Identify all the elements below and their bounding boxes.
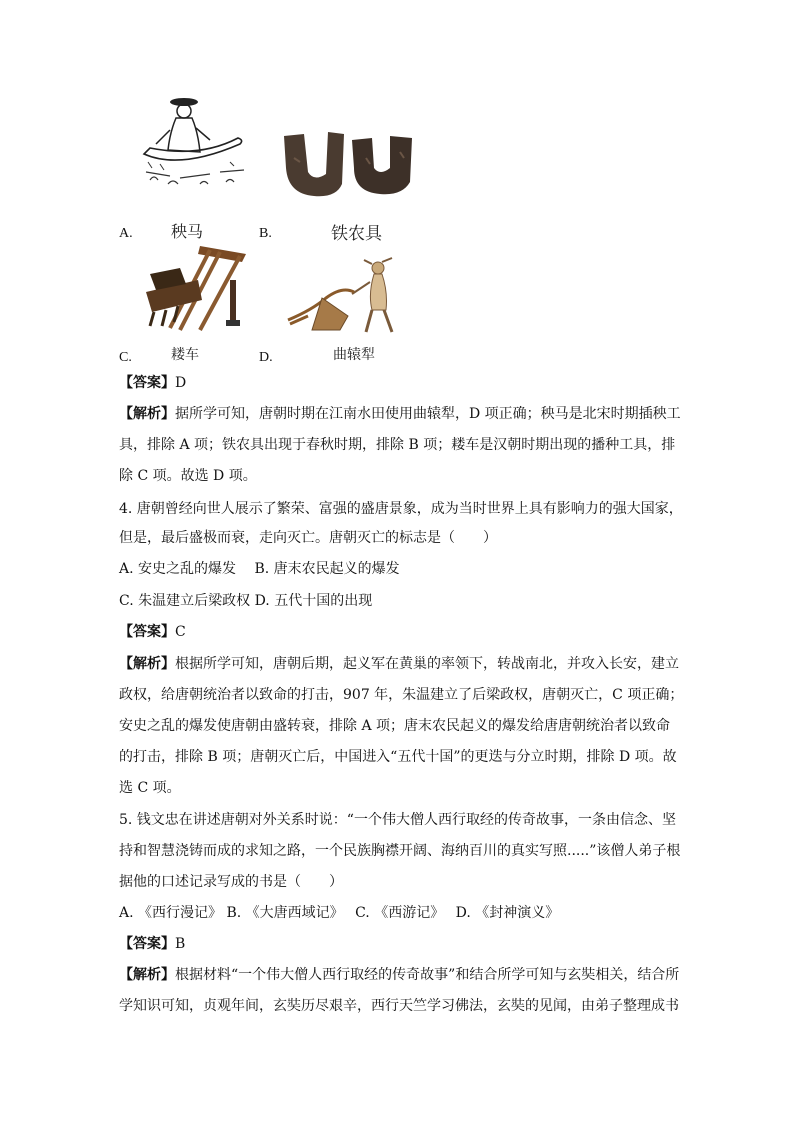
- q4-answer: [119, 622, 186, 642]
- q3-answer: [119, 373, 186, 393]
- q4-analysis-line-4: 的打击，排除 B 项；唐朝灭亡后，中国进入“五代十国”的更迭与分立时期，排除 D 项。故: [119, 749, 677, 765]
- q4-options-ab: A. 安史之乱的爆发 B. 唐末农民起义的爆发: [119, 561, 400, 577]
- q4-stem-line-1: 4. 唐朝曾经向世人展示了繁荣、富强的盛唐景象，成为当时世界上具有影响力的强大国家，: [119, 501, 683, 517]
- yangma-illustration: [140, 92, 250, 192]
- option-b-image: [280, 128, 418, 200]
- answer-tag: 【答案】: [119, 375, 175, 391]
- option-d-image: [282, 258, 408, 336]
- answer-value: C: [175, 624, 186, 640]
- option-d-caption: 曲辕犁: [333, 347, 375, 363]
- quyuanli-illustration: [282, 258, 408, 336]
- analysis-tag: 【解析】: [119, 656, 175, 672]
- answer-value: B: [175, 936, 186, 952]
- q5-stem-line-2: 持和智慧浇铸而成的求知之路，一个民族胸襟开阔、海纳百川的真实写照.....”该僧人弟子根: [119, 843, 681, 859]
- option-a-caption: 秧马: [171, 222, 204, 241]
- analysis-tag: 【解析】: [119, 967, 175, 983]
- q4-analysis-line-3: 安史之乱的爆发使唐朝由盛转衰，排除 A 项；唐末农民起义的爆发给唐唐朝统治者以致命: [119, 718, 671, 734]
- q4-analysis-line-5: 选 C 项。: [119, 780, 181, 796]
- option-b-letter: B.: [259, 226, 272, 241]
- answer-value: D: [175, 375, 187, 391]
- q3-analysis-line-2: 具，排除 A 项；铁农具出现于春秋时期，排除 B 项；耧车是汉朝时期出现的播种工具，排: [119, 437, 676, 453]
- q5-options: A. 《西行漫记》 B. 《大唐西域记》 C. 《西游记》 D. 《封神演义》: [119, 905, 560, 921]
- answer-tag: 【答案】: [119, 624, 175, 640]
- q4-stem-line-2: 但是，最后盛极而衰，走向灭亡。唐朝灭亡的标志是（ ）: [119, 530, 497, 546]
- q5-analysis-line-2: 学知识可知，贞观年间，玄奘历尽艰辛，西行天竺学习佛法，玄奘的见闻，由弟子整理成书: [119, 998, 679, 1014]
- answer-tag: 【答案】: [119, 936, 175, 952]
- q3-analysis-line-3: 除 C 项。故选 D 项。: [119, 468, 257, 484]
- q4-analysis-line-1: 【解析】根据所学可知，唐朝后期，起义军在黄巢的率领下，转战南北，并攻入长安，建立: [119, 656, 679, 672]
- louche-illustration: [140, 240, 248, 332]
- iron-tools-illustration: [280, 128, 418, 200]
- option-a-image: [140, 92, 250, 192]
- q5-stem-line-1: 5. 钱文忠在讲述唐朝对外关系时说：“一个伟大僧人西行取经的传奇故事，一条由信念、坚: [119, 812, 676, 828]
- option-c-caption: 耧车: [171, 347, 199, 363]
- option-a-letter: A.: [119, 226, 133, 241]
- q4-analysis-line-2: 政权，给唐朝统治者以致命的打击，907 年，朱温建立了后梁政权，唐朝灭亡，C 项正确；: [119, 687, 684, 703]
- option-d-letter: D.: [259, 350, 273, 365]
- option-c-image: [140, 240, 248, 332]
- option-b-caption: 铁农具: [331, 224, 382, 244]
- q3-analysis-line-1: 【解析】据所学可知，唐朝时期在江南水田使用曲辕犁，D 项正确；秧马是北宋时期插秧工: [119, 406, 681, 422]
- option-c-letter: C.: [119, 350, 132, 365]
- q5-stem-line-3: 据他的口述记录写成的书是（ ）: [119, 874, 343, 890]
- q5-analysis-line-1: 【解析】根据材料“一个伟大僧人西行取经的传奇故事”和结合所学可知与玄奘相关，结合所: [119, 967, 680, 983]
- q5-answer: [119, 934, 185, 954]
- q4-options-cd: C. 朱温建立后梁政权 D. 五代十国的出现: [119, 593, 373, 609]
- analysis-tag: 【解析】: [119, 406, 175, 422]
